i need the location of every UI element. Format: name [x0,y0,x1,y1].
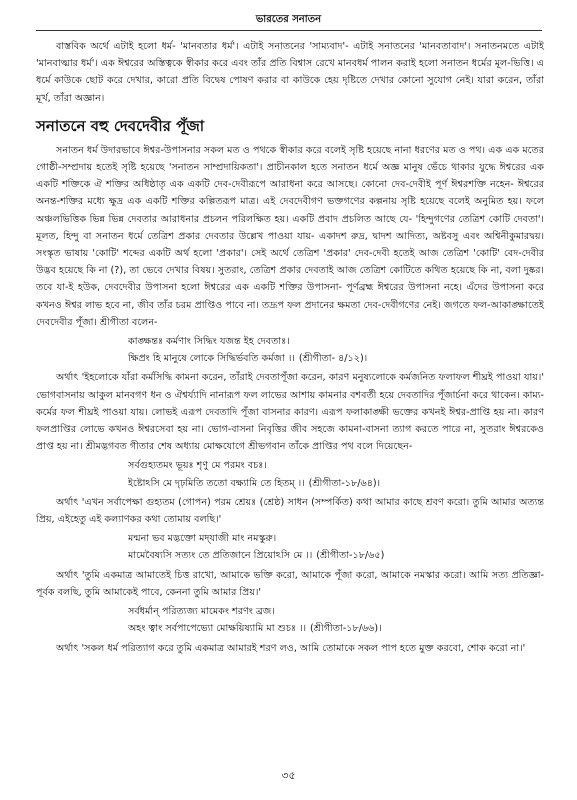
verse-line: অহং ত্বাং সর্বপাপেভ্যো মোক্ষয়িষ্যামি মা শুচঃ ।। [128,623,307,635]
verse-line-with-ref [128,350,544,367]
explanation-paragraph: অর্থাৎ 'তুমি একমাত্র আমাতেই চিত্ত রাখো, আমাকে ভক্তি করো, আমাকে পূঁজা করো, আমাকে নমস্কার করো। আমি সত্য প্রতিজ্ঞা-পূর্বক বলছি, তুমি আমাকেই পাবে, কেননা তুমি আমার প্রিয়।' [36,569,544,598]
explanation-paragraph: অর্থাৎ 'এখন সর্বাপেক্ষা গুহ্যতম (গোপন) পরম শ্রেয়ঃ (শ্রেষ্ঠ) সাধন (সম্পর্কিত) কথা আমার কাছে শ্রবণ করো। তুমি আমার অত্যন্ত প্রিয়, এইহেতু এই কল্যাণকর কথা তোমায় বলছি।' [36,496,544,526]
section-paragraph: সনাতন ধর্ম উদারভাবে ঈশ্বর-উপাসনার সকল মত ও পথকে স্বীকার করে বলেই সৃষ্টি হয়েছে নানা ধরণের মত ও পথ। এক এক মতের গোষ্ঠী-সম্প্রদায় হতেই সৃষ্টি হয়েছে 'সনাতন সাম্প্রদায়িকতা'। প্রাচীনকাল হতে সনাতন ধর্মে অজ্ঞ মানুষ ভেঁচে থাকার যুদ্ধে ঈশ্বরের এক একটি শক্তিকে ঐ শক্তির অধিষ্ঠাতৃ এক একটি দেব-দেবীরূপে আরাধনা করে আসছে। কোনো দেব-দেবীই পূর্ণ ঈশ্বরশক্তি নহেন- ঈশ্বরের অনন্ত-শক্তির মধ্যে ক্ষুদ্র এক একটি শক্তির কল্পিতরূপ মাত্র। এই দেবদেবীগণ ভক্তগণের কল্পনায় সৃষ্টি হয়েছে বলেই অনুমিত হয়। ফলে অঞ্চলভিত্তিক ভিন্ন ভিন্ন দেবতার আরাধনার প্রচলন পরিলক্ষিত হয়। একটি প্রবাদ প্রচলিত আছে যে- 'হিন্দুগণের তেত্রিশ কোটি দেবতা'। মূলত, হিন্দু বা সনাতন ধর্মে তেত্রিশ প্রকার দেবতার উল্লেখ পাওয়া যায়- একাদশ রুদ্র, দ্বাদশ আদিত্য, অষ্টবসু এবং অশ্বিনীকুমারদ্বয়। সংস্কৃত ভাষায় 'কোটি' শব্দের একটি অর্থ হলো 'প্রকার'। সেই অর্থে তেত্রিশ 'প্রকার' দেব-দেবী হতেই আজ তেত্রিশ 'কোটি' বেদ-দেবীর উদ্ভব হয়েছে কি না (?), তা ভেবে দেখার বিষয়। সুতরাং, তেত্রিশ প্রকার দেবতাই আজ তেত্রিশ কোটিতে কথিত হয়েছে কি না, বলা দুষ্কর। তবে যা-ই হউক, দেবদেবীর উপাসনা হলো ঈশ্বরের এক একটি শক্তির উপাসনা- পূর্ণব্রহ্ম ঈশ্বরের উপাসনা নহে। এঁদের উপাসনা করে কখনও ঈশ্বর লাভ হবে না, জীব তাঁর চরম প্রাপ্তিও পাবে না। তদ্রূপ ফল প্রদানের ক্ষমতা দেব-দেবীগণের নেই। জগতে ফল-আকাঙ্ক্ষাতেই দেবদেবীর পূঁজা। শ্রীগীতা বলেন- [36,144,544,328]
verse-block-3 [128,530,544,564]
verse-line: কাঙ্ক্ষন্তঃ কর্মণাং সিদ্ধিং যজন্ত ইহ দেবতাঃ। [128,336,290,348]
verse-line: সর্বধর্মান্ পরিত্যজ্য মামেকং শরণং ব্রজ। [128,606,275,618]
header-divider [36,30,542,31]
verse-block-1 [128,333,544,367]
verse-line: মামেবৈষ্যসি সত্যং তে প্রতিজানে প্রিয়োঽসি মে ।। [128,550,313,562]
verse-line-with-ref [128,475,544,492]
verse-line: সর্বগুহ্যতমং ভূয়ঃ শৃণু মে পরমং বচঃ। [128,460,267,472]
verse-line: মন্মনা ভব মদ্ভক্তো মদ্‌যাজী মাং নমস্কুরু। [128,533,277,545]
verse-reference: (শ্রীগীতা- ৪/১২)। [298,353,368,365]
verse-reference: (শ্রীগীতা-১৮/৬৬)। [310,623,382,635]
explanation-paragraph: অর্থাৎ 'ইহলোকে যাঁরা কর্মসিদ্ধি কামনা করেন, তাঁরাই দেবতাপূঁজা করেন, কারণ মনুষ্যলোকে কর্মজনিত ফলাফল শীঘ্রই পাওয়া যায়।' ভোগবাসনায় আকুল মানবগণ ধন ও ঐশ্বর্য্যাদি নানারূপ ফল লাভের আশায় কামনার বশবর্তী হয়ে দেবতাদির পূঁজার্চনা করে থাকেন। কাম্য-কর্মের ফল শীঘ্রই পাওয়া যায়। লোভই এরূপ দেবতাদি পূঁজা বাসনার কারণ। এরূপ ফলাকাঙ্ক্ষী ভক্তের কখনই ঈশ্বর-প্রাপ্তি হয় না। কারণ ফলপ্রাপ্তির লোভে কখনও ঈশ্বরসেবা হয় না। ভোগ-বাসনা নিবৃত্তির জীব সহজে কামনা-বাসনা ত্যাগ করতে পারে না, সুতরাং ঈশ্বরকেও প্রাপ্ত হয় না। শ্রীমদ্ভগবত গীতার শেষ অধ্যায় মোক্ষযোগে শ্রীভগবান তাঁকে প্রাপ্তির পথ বলে দিয়েছেন- [36,372,544,453]
page-number: ৩৫ [281,769,296,782]
section-heading: সনাতনে বহু দেবদেবীর পূঁজা [36,116,205,135]
explanation-paragraph: অর্থাৎ 'সকল ধর্ম পরিত্যাগ করে তুমি একমাত্র আমারই শরণ লও, আমি তোমাকে সকল পাপ হতে মুক্ত করবো, শোক করো না।' [56,642,526,654]
verse-reference: (শ্রীগীতা-১৮/৬৫) [316,550,385,562]
verse-line-with-ref [128,547,544,564]
verse-line: ইষ্টোঽসি মে দৃঢ়মিতি ততো বক্ষ্যামি তে হিতম্ ।। [128,477,305,489]
intro-paragraph: বাস্তবিক অর্থে এটাই হলো ধর্ম- 'মানবতার ধর্ম'। এটাই সনাতনের 'সাম্যবাদ'- এটাই সনাতনের 'মানবতাবাদ'। সনাতনমতে এটাই 'মানবাত্মার ধর্ম'। এক ঈশ্বরের অস্তিত্বকে স্বীকার করে এবং তাঁর প্রতি বিশ্বাস রেখে মানবধর্ম পালন করাই হলো সনাতন ধর্মের মূল-ভিত্তি। এ ধর্মে কাউকে ছোট করে দেখার, কারো প্রতি বিদ্বেষ পোষণ করার বা কাউকে হেয় দৃষ্টিতে দেখার কোনো সুযোগ নেই। যারা করেন, তাঁরা মূর্খ, তাঁরা অজ্ঞান। [36,41,544,104]
verse-line: ক্ষিপ্রং হি মানুষে লোকে সিদ্ধির্ভবতি কর্মজা ।। [128,353,295,365]
verse-block-2 [128,457,544,491]
running-header: ভারতের সনাতন [255,14,322,25]
verse-block-4 [128,603,544,637]
verse-line-with-ref [128,620,544,637]
page-body [36,38,544,659]
verse-reference: (শ্রীগীতা-১৮/৬৪)। [308,477,381,489]
